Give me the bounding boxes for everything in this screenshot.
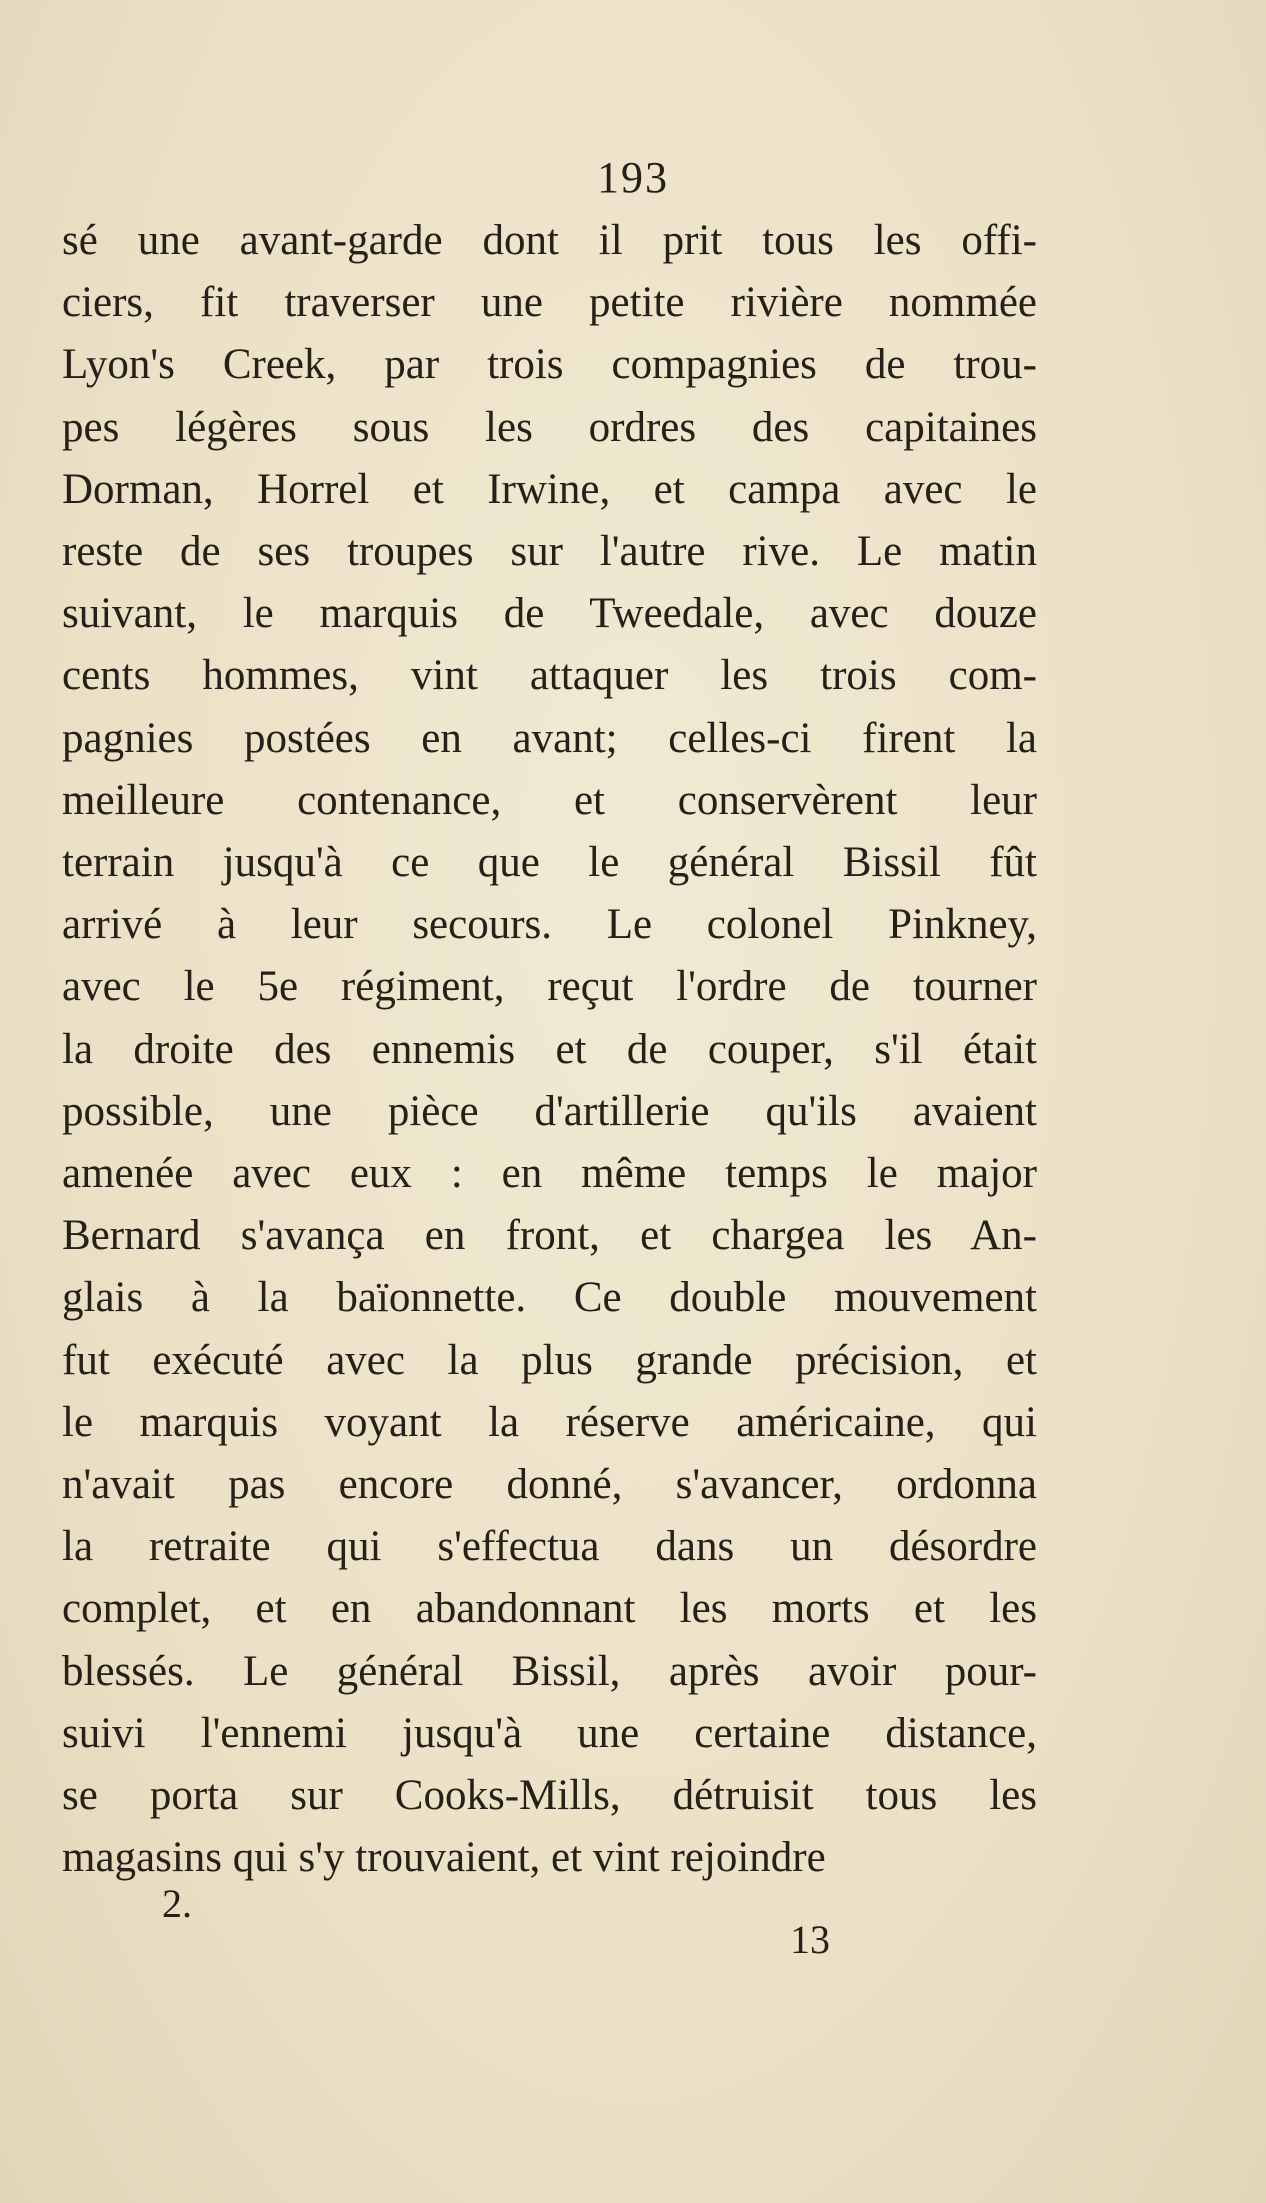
signature-mark: 2. bbox=[162, 1881, 192, 1926]
text-line: arrivé à leur secours. Le colonel Pinkney, bbox=[62, 901, 1037, 949]
text-line: Bernard s'avança en front, et chargea les An- bbox=[62, 1212, 1037, 1260]
text-line: complet, et en abandonnant les morts et les bbox=[62, 1585, 1037, 1633]
text-line: sé une avant-garde dont il prit tous les offi- bbox=[62, 217, 1037, 264]
page-number: 193 bbox=[597, 153, 669, 202]
text-line: glais à la baïonnette. Ce double mouvement bbox=[62, 1274, 1037, 1322]
body-text bbox=[62, 210, 1037, 1889]
text-line: avec le 5e régiment, reçut l'ordre de tourner bbox=[62, 963, 1037, 1011]
text-line: magasins qui s'y trouvaient, et vint rejoindre bbox=[62, 1834, 826, 1882]
text-line: amenée avec eux : en même temps le major bbox=[62, 1150, 1037, 1198]
text-line: cents hommes, vint attaquer les trois com- bbox=[62, 652, 1037, 700]
page-footer bbox=[0, 1880, 1266, 1962]
text-line: meilleure contenance, et conservèrent leur bbox=[62, 776, 1037, 824]
text-line: se porta sur Cooks-Mills, détruisit tous les bbox=[62, 1772, 1037, 1820]
text-line: possible, une pièce d'artillerie qu'ils avaient bbox=[62, 1087, 1037, 1135]
text-line: blessés. Le général Bissil, après avoir pour- bbox=[62, 1647, 1037, 1695]
text-line: pes légères sous les ordres des capitaines bbox=[62, 403, 1037, 451]
sheet-number: 13 bbox=[790, 1917, 830, 1962]
text-line: Lyon's Creek, par trois compagnies de trou- bbox=[62, 341, 1037, 389]
text-line: reste de ses troupes sur l'autre rive. Le matin bbox=[62, 528, 1037, 576]
text-line: fut exécuté avec la plus grande précision, et bbox=[62, 1336, 1037, 1384]
text-line: pagnies postées en avant; celles-ci firent la bbox=[62, 714, 1037, 762]
text-line: Dorman, Horrel et Irwine, et campa avec le bbox=[62, 465, 1037, 513]
text-line: la droite des ennemis et de couper, s'il était bbox=[62, 1025, 1037, 1073]
text-line: suivi l'ennemi jusqu'à une certaine distance, bbox=[62, 1709, 1037, 1757]
text-line: n'avait pas encore donné, s'avancer, ordonna bbox=[62, 1461, 1037, 1509]
text-line: la retraite qui s'effectua dans un désordre bbox=[62, 1523, 1037, 1571]
text-line: suivant, le marquis de Tweedale, avec douze bbox=[62, 590, 1037, 638]
text-line: terrain jusqu'à ce que le général Bissil fût bbox=[62, 839, 1037, 887]
text-line: ciers, fit traverser une petite rivière nommée bbox=[62, 279, 1037, 327]
text-line: le marquis voyant la réserve américaine, qui bbox=[62, 1398, 1037, 1446]
